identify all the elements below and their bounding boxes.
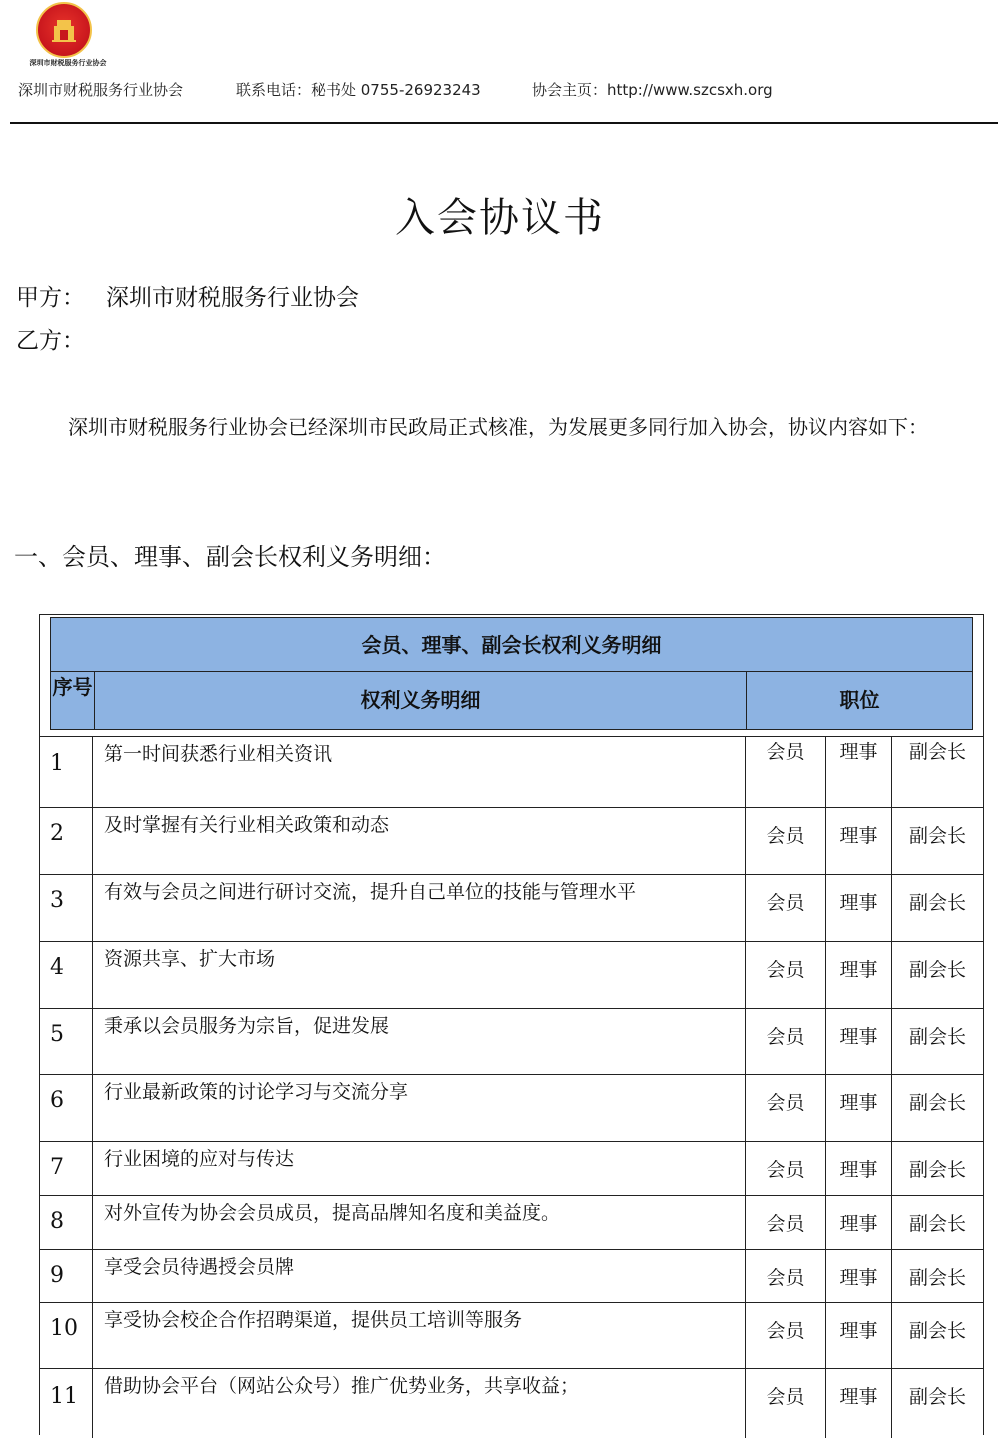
row-detail: 享受会员待遇授会员牌 xyxy=(93,1250,746,1302)
intro-paragraph: 深圳市财税服务行业协会已经深圳市民政局正式核准，为发展更多同行加入协会，协议内容如下： xyxy=(68,415,928,439)
position-director: 理事 xyxy=(826,808,892,874)
row-number: 2 xyxy=(40,808,93,874)
party-b-label: 乙方： xyxy=(16,328,85,354)
position-vice-president: 副会长 xyxy=(908,1320,966,1342)
position-member: 会员 xyxy=(746,737,826,807)
position-vice-president: 副会长 xyxy=(908,1159,966,1181)
table-row xyxy=(40,1008,983,1074)
row-detail: 行业最新政策的讨论学习与交流分享 xyxy=(93,1075,746,1141)
org-name: 深圳市财税服务行业协会 xyxy=(18,81,184,99)
table-header xyxy=(50,617,973,730)
position-director: 理事 xyxy=(826,1009,892,1074)
row-number: 4 xyxy=(40,942,93,1008)
row-number: 7 xyxy=(40,1142,93,1195)
party-a xyxy=(16,279,359,312)
column-header-seq: 序号 xyxy=(51,672,95,729)
position-member: 会员 xyxy=(746,1142,826,1195)
contact-line xyxy=(18,79,773,100)
row-number: 5 xyxy=(40,1009,93,1074)
table-row xyxy=(40,1141,983,1195)
row-detail: 及时掌握有关行业相关政策和动态 xyxy=(93,808,746,874)
position-member: 会员 xyxy=(746,1196,826,1249)
position-vice-president: 副会长 xyxy=(908,892,966,914)
party-b xyxy=(16,322,106,355)
position-vice-president: 副会长 xyxy=(908,1213,966,1235)
row-detail: 借助协会平台（网站公众号）推广优势业务，共享收益； xyxy=(93,1369,746,1438)
row-detail: 对外宣传为协会会员成员，提高品牌知名度和美益度。 xyxy=(93,1196,746,1249)
position-vice-president: 副会长 xyxy=(908,959,966,981)
column-header-position: 职位 xyxy=(839,688,880,712)
party-a-label: 甲方： xyxy=(16,285,85,311)
position-director: 理事 xyxy=(826,1303,892,1368)
table-row xyxy=(40,736,983,807)
position-vice-president: 副会长 xyxy=(908,1026,966,1048)
table-row xyxy=(40,1195,983,1249)
position-director: 理事 xyxy=(826,1196,892,1249)
row-number: 3 xyxy=(40,875,93,941)
section-heading: 一、会员、理事、副会长权利义务明细： xyxy=(14,543,446,571)
row-number: 8 xyxy=(40,1196,93,1249)
position-director: 理事 xyxy=(826,1250,892,1302)
table-row xyxy=(40,874,983,941)
position-director: 理事 xyxy=(826,737,892,807)
row-detail: 第一时间获悉行业相关资讯 xyxy=(93,737,746,807)
table-row xyxy=(40,941,983,1008)
table-row xyxy=(40,1074,983,1141)
table-row xyxy=(40,1368,983,1438)
position-member: 会员 xyxy=(746,875,826,941)
position-member: 会员 xyxy=(746,1075,826,1141)
position-director: 理事 xyxy=(826,875,892,941)
page-title: 入会协议书 xyxy=(395,195,605,241)
position-member: 会员 xyxy=(746,1369,826,1438)
position-member: 会员 xyxy=(746,942,826,1008)
table-row xyxy=(40,1302,983,1368)
logo-caption: 深圳市财税服务行业协会 xyxy=(29,59,107,67)
position-member: 会员 xyxy=(746,1303,826,1368)
position-vice-president: 副会长 xyxy=(908,825,966,847)
position-vice-president: 副会长 xyxy=(908,1092,966,1114)
association-logo xyxy=(18,2,118,68)
position-vice-president: 副会长 xyxy=(908,1386,966,1408)
row-detail: 享受协会校企合作招聘渠道，提供员工培训等服务 xyxy=(93,1303,746,1368)
table-row xyxy=(40,807,983,874)
row-detail: 有效与会员之间进行研讨交流，提升自己单位的技能与管理水平 xyxy=(93,875,746,941)
homepage-link[interactable]: 协会主页：http://www.szcsxh.org xyxy=(532,81,773,99)
row-number: 10 xyxy=(40,1303,93,1368)
table-row xyxy=(40,1249,983,1302)
header-divider xyxy=(10,122,998,124)
row-detail: 行业困境的应对与传达 xyxy=(93,1142,746,1195)
position-director: 理事 xyxy=(826,1142,892,1195)
position-vice-president: 副会长 xyxy=(908,1267,966,1289)
letterhead xyxy=(0,0,1000,124)
position-director: 理事 xyxy=(826,942,892,1008)
position-member: 会员 xyxy=(746,1009,826,1074)
row-number: 11 xyxy=(40,1369,93,1438)
row-detail: 资源共享、扩大市场 xyxy=(93,942,746,1008)
row-number: 9 xyxy=(40,1250,93,1302)
party-a-value: 深圳市财税服务行业协会 xyxy=(106,285,359,311)
position-member: 会员 xyxy=(746,1250,826,1302)
table-title: 会员、理事、副会长权利义务明细 xyxy=(51,618,972,672)
position-vice-president: 副会长 xyxy=(908,741,966,763)
rights-table xyxy=(39,614,984,1435)
position-director: 理事 xyxy=(826,1075,892,1141)
row-number: 6 xyxy=(40,1075,93,1141)
phone-contact: 联系电话：秘书处 0755-26923243 xyxy=(236,81,481,99)
column-header-detail: 权利义务明细 xyxy=(95,672,747,729)
row-number: 1 xyxy=(40,737,93,807)
logo-emblem-icon xyxy=(36,2,92,58)
position-director: 理事 xyxy=(826,1369,892,1438)
position-member: 会员 xyxy=(746,808,826,874)
row-detail: 秉承以会员服务为宗旨，促进发展 xyxy=(93,1009,746,1074)
